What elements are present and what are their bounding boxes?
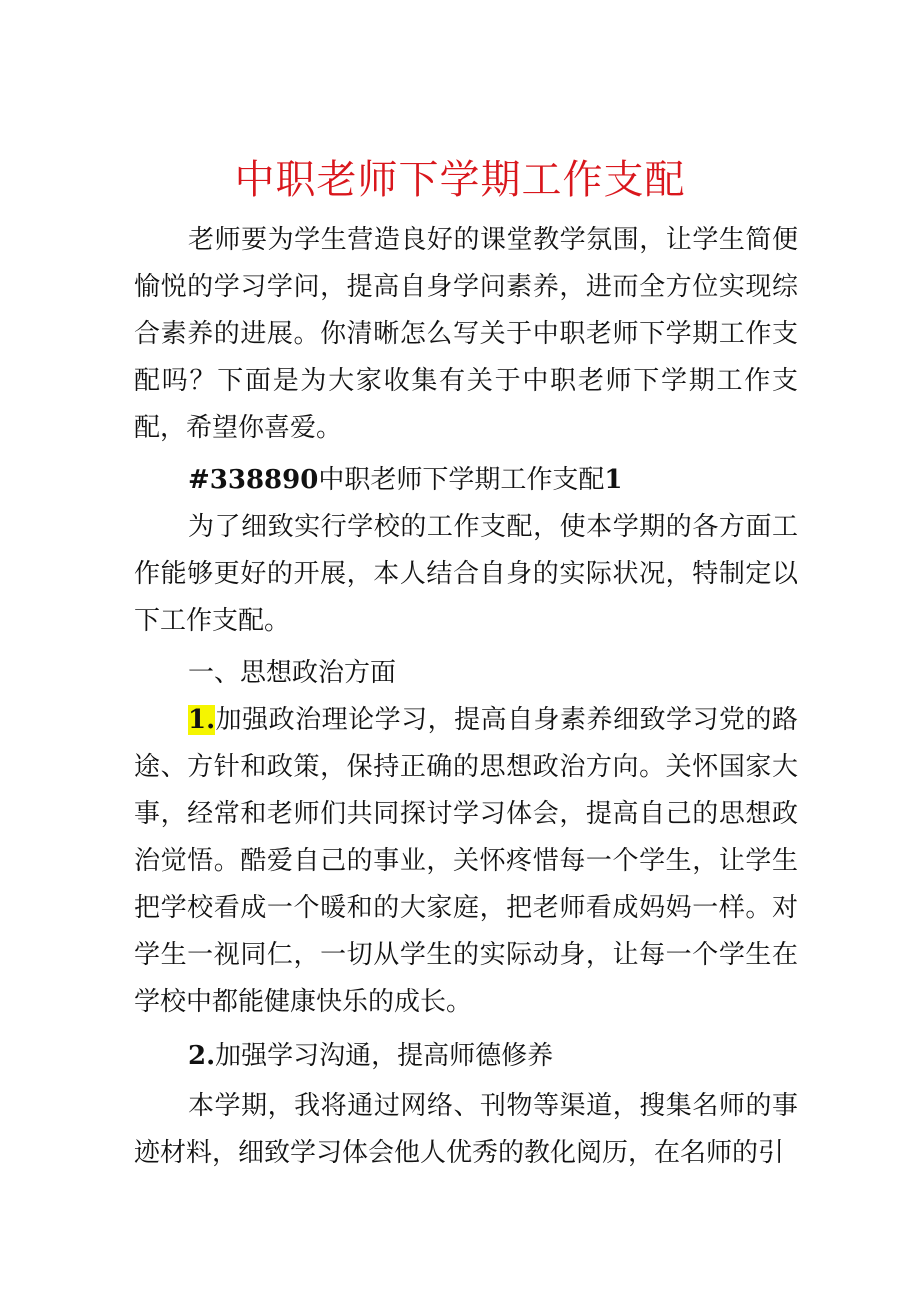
item-two-number: 2. [188,1041,216,1071]
part-one-heading: 一、思想政治方面 [188,658,397,688]
item-one-text: 加强政治理论学习，提高自身素养细致学习党的路途、方针和政策，保持正确的思想政治方向。关怀国家大事，经常和老师们共同探讨学习体会，提高自己的思想政治觉悟。酷爱自己的事业，关怀疼惜每一个学生，让学生把学校看成一个暖和的大家庭，把老师看成妈妈一样。对学生一视同仁，一切从学生的实际动身，让每一个学生在学校中都能健康快乐的成长。 [134,705,798,1017]
document-title: 中职老师下学期工作支配 [234,157,686,203]
item-one-number: 1. [188,705,216,735]
section-heading-text: 中职老师下学期工作支配 [318,465,605,495]
section-heading-suffix: 1 [604,465,623,495]
item-one-paragraph [134,697,798,1026]
item-two-heading [188,1033,553,1080]
item-two-paragraph: 本学期，我将通过网络、刊物等渠道，搜集名师的事迹材料，细致学习体会他人优秀的教化阅历，在名师的引 [134,1091,798,1168]
section-heading-number: #338890 [188,465,319,495]
item-two-text: 加强学习沟通，提高师德修养 [215,1041,554,1071]
section-heading [188,457,622,504]
intro-paragraph: 老师要为学生营造良好的课堂教学氛围，让学生简便愉悦的学习学问，提高自身学问素养，进而全方位实现综合素养的进展。你清晰怎么写关于中职老师下学期工作支配吗？下面是为大家收集有关于中职老师下学期工作支配，希望你喜爱。 [134,225,798,443]
section-intro-paragraph: 为了细致实行学校的工作支配，使本学期的各方面工作能够更好的开展，本人结合自身的实际状况，特制定以下工作支配。 [134,512,798,636]
